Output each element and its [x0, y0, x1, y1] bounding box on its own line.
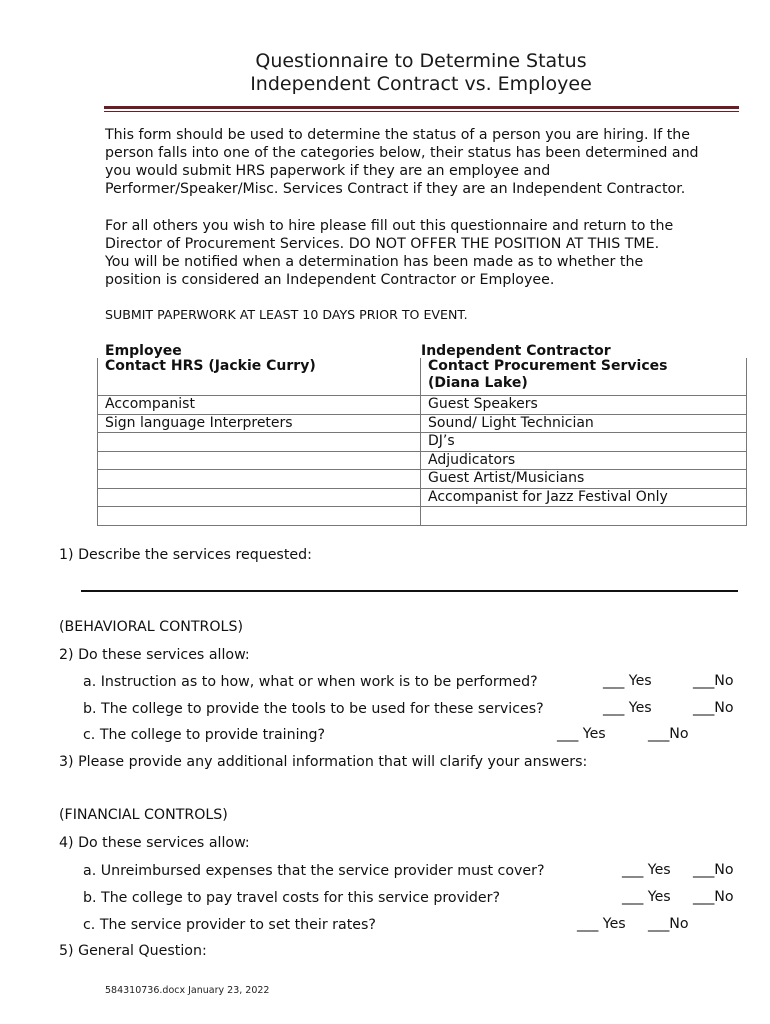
employee-cell: Sign language Interpreters	[98, 414, 421, 433]
contractor-contact-line2: (Diana Lake)	[428, 375, 528, 391]
q2c-yes[interactable]: ___ Yes	[557, 726, 606, 742]
intro-paragraph-2	[105, 217, 745, 289]
question-4: 4) Do these services allow:	[59, 835, 250, 851]
employee-cell	[98, 451, 421, 470]
page-title-line2: Independent Contract vs. Employee	[250, 73, 592, 95]
q2b-yes[interactable]: ___ Yes	[603, 700, 652, 716]
q4c-no[interactable]: ___No	[648, 916, 689, 932]
footer-file-info: 584310736.docx January 23, 2022	[105, 985, 270, 996]
question-4b: b. The college to pay travel costs for this service provider?	[83, 890, 501, 906]
question-2a: a. Instruction as to how, what or when work is to be performed?	[83, 674, 538, 690]
q2a-no[interactable]: ___No	[693, 673, 734, 689]
contractor-cell: Adjudicators	[421, 451, 747, 470]
intro-line: Director of Procurement Services. DO NOT OFFER THE POSITION AT THIS TME.	[105, 236, 660, 252]
question-1: 1) Describe the services requested:	[59, 547, 312, 563]
intro-paragraph-1	[105, 126, 745, 198]
question-2: 2) Do these services allow:	[59, 647, 250, 663]
q4a-yes[interactable]: ___ Yes	[622, 862, 671, 878]
employee-cell: Accompanist	[98, 396, 421, 415]
question-4a: a. Unreimbursed expenses that the service provider must cover?	[83, 863, 545, 879]
employee-cell	[98, 507, 421, 526]
table-row	[98, 488, 747, 507]
contractor-cell: Guest Speakers	[421, 396, 747, 415]
intro-line: For all others you wish to hire please fill out this questionnaire and return to the	[105, 218, 674, 234]
table-row	[98, 396, 747, 415]
financial-heading: (FINANCIAL CONTROLS)	[59, 807, 228, 823]
contractor-cell: Guest Artist/Musicians	[421, 470, 747, 489]
answer-line-q1[interactable]	[81, 590, 738, 592]
question-5: 5) General Question:	[59, 943, 207, 959]
contractor-cell	[421, 507, 747, 526]
employee-heading: Employee	[105, 343, 182, 359]
contractor-cell: Accompanist for Jazz Festival Only	[421, 488, 747, 507]
intro-line: you would submit HRS paperwork if they are an employee and	[105, 163, 551, 179]
q2c-no[interactable]: ___No	[648, 726, 689, 742]
submit-notice: SUBMIT PAPERWORK AT LEAST 10 DAYS PRIOR TO EVENT.	[105, 307, 468, 322]
q4b-yes[interactable]: ___ Yes	[622, 889, 671, 905]
employee-cell	[98, 470, 421, 489]
title-rule-thick	[104, 106, 739, 109]
intro-line: You will be notified when a determination has been made as to whether the	[105, 254, 644, 270]
contractor-contact	[421, 358, 747, 396]
contractor-contact-line1: Contact Procurement Services	[428, 358, 668, 374]
question-3: 3) Please provide any additional information that will clarify your answers:	[59, 754, 588, 770]
table-row	[98, 433, 747, 452]
contractor-cell: Sound/ Light Technician	[421, 414, 747, 433]
q2b-no[interactable]: ___No	[693, 700, 734, 716]
behavioral-heading: (BEHAVIORAL CONTROLS)	[59, 619, 243, 635]
table-row	[98, 470, 747, 489]
intro-line: person falls into one of the categories below, their status has been determined and	[105, 145, 699, 161]
title-rule-thin	[104, 111, 739, 112]
question-2b: b. The college to provide the tools to be used for these services?	[83, 701, 544, 717]
intro-line: position is considered an Independent Contractor or Employee.	[105, 272, 555, 288]
employee-cell	[98, 433, 421, 452]
employee-cell	[98, 488, 421, 507]
table-row	[98, 507, 747, 526]
contractor-cell: DJ’s	[421, 433, 747, 452]
q4b-no[interactable]: ___No	[693, 889, 734, 905]
contractor-heading: Independent Contractor	[421, 343, 611, 359]
q2a-yes[interactable]: ___ Yes	[603, 673, 652, 689]
page-title-line1: Questionnaire to Determine Status	[255, 50, 587, 72]
employee-contact: Contact HRS (Jackie Curry)	[98, 358, 421, 396]
table-row	[98, 414, 747, 433]
table-header-row	[98, 358, 747, 396]
question-4c: c. The service provider to set their rates?	[83, 917, 376, 933]
intro-line: Performer/Speaker/Misc. Services Contract if they are an Independent Contractor.	[105, 181, 686, 197]
q4c-yes[interactable]: ___ Yes	[577, 916, 626, 932]
table-row	[98, 451, 747, 470]
intro-line: This form should be used to determine the status of a person you are hiring. If the	[105, 127, 690, 143]
status-table	[97, 358, 747, 526]
question-2c: c. The college to provide training?	[83, 727, 326, 743]
q4a-no[interactable]: ___No	[693, 862, 734, 878]
